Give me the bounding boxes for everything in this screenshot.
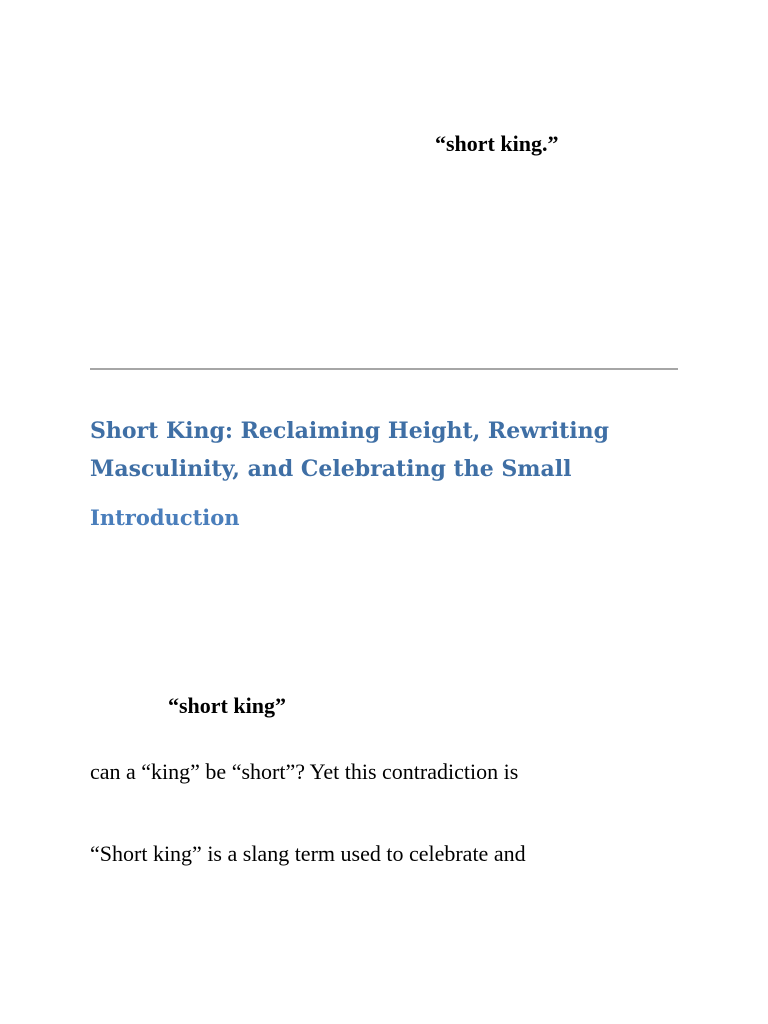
top-quote: “short king.” xyxy=(435,131,559,156)
inline-quote: “short king” xyxy=(168,693,286,718)
document-title: Short King: Reclaiming Height, Rewriting Masculinity, and Celebrating the Small xyxy=(90,418,609,482)
horizontal-divider xyxy=(90,368,678,370)
section-heading: Introduction xyxy=(90,505,240,530)
body-text-line-1: can a “king” be “short”? Yet this contradiction is xyxy=(90,759,519,784)
body-text-line-2: “Short king” is a slang term used to celebrate and xyxy=(90,841,526,866)
